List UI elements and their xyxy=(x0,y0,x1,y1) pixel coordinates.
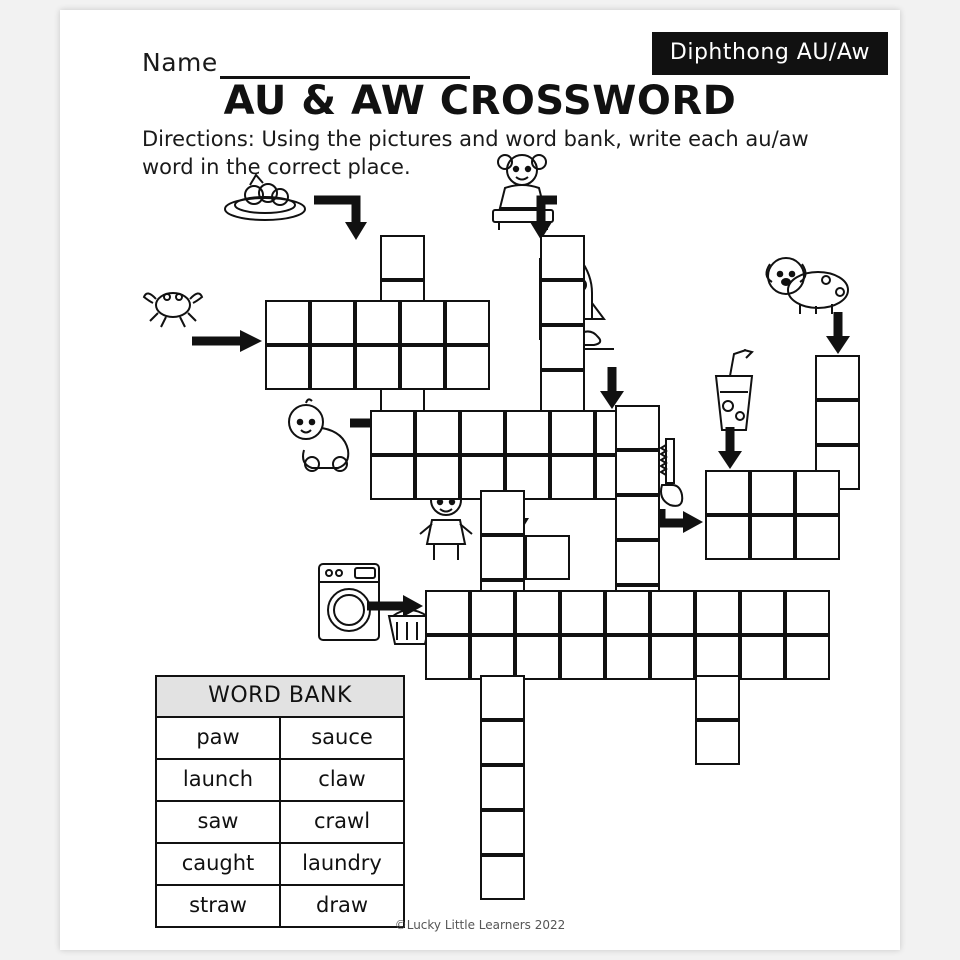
crossword-cell[interactable] xyxy=(550,455,595,500)
sauce-plate-image xyxy=(220,165,310,225)
crossword-cell[interactable] xyxy=(515,590,560,635)
crossword-cell[interactable] xyxy=(400,300,445,345)
crossword-cell[interactable] xyxy=(540,325,585,370)
crossword-cell[interactable] xyxy=(460,410,505,455)
word-bank xyxy=(155,675,405,928)
name-label: Name xyxy=(142,48,218,77)
arrow-crab xyxy=(190,328,266,354)
crossword-cell[interactable] xyxy=(815,355,860,400)
crossword-cell[interactable] xyxy=(470,590,515,635)
word-bank-row xyxy=(157,844,403,886)
crossword-cell[interactable] xyxy=(480,765,525,810)
crossword-cell[interactable] xyxy=(480,855,525,900)
crossword-cell[interactable] xyxy=(605,590,650,635)
crossword-cell[interactable] xyxy=(605,635,650,680)
word-bank-word: paw xyxy=(157,718,281,758)
crossword-cell[interactable] xyxy=(750,515,795,560)
crossword-cell[interactable] xyxy=(415,410,460,455)
word-bank-word: laundry xyxy=(302,851,382,875)
word-bank-word: caught xyxy=(157,844,281,884)
crossword-cell[interactable] xyxy=(505,410,550,455)
crossword-cell[interactable] xyxy=(615,495,660,540)
diphthong-badge: Diphthong AU/Aw xyxy=(652,32,888,75)
crossword-cell[interactable] xyxy=(615,450,660,495)
word-bank-word: claw xyxy=(318,767,366,791)
crossword-cell[interactable] xyxy=(480,720,525,765)
crossword-cell[interactable] xyxy=(795,470,840,515)
crossword-cell[interactable] xyxy=(540,280,585,325)
crossword-cell[interactable] xyxy=(795,515,840,560)
crossword-cell[interactable] xyxy=(615,405,660,450)
crossword-cell[interactable] xyxy=(515,635,560,680)
arrow-laundry xyxy=(365,593,427,619)
crossword-cell[interactable] xyxy=(550,410,595,455)
crossword-cell[interactable] xyxy=(705,515,750,560)
crossword-cell[interactable] xyxy=(785,635,830,680)
crossword-cell[interactable] xyxy=(615,540,660,585)
word-bank-word: straw xyxy=(157,886,281,926)
page-title: AU & AW CROSSWORD xyxy=(223,78,737,124)
crossword-cell[interactable] xyxy=(705,470,750,515)
crossword-cell[interactable] xyxy=(415,455,460,500)
crossword-cell[interactable] xyxy=(560,590,605,635)
crossword-cell[interactable] xyxy=(740,590,785,635)
word-bank-header: WORD BANK xyxy=(157,677,403,718)
copyright-footer: ©Lucky Little Learners 2022 xyxy=(394,918,566,932)
arrow-sauce xyxy=(312,190,376,242)
crossword-cell[interactable] xyxy=(370,455,415,500)
directions-text: Directions: Using the pictures and word bank, write each au/aw word in the correct place. xyxy=(142,127,809,180)
word-bank-word: launch xyxy=(157,760,281,800)
crossword-cell[interactable] xyxy=(310,345,355,390)
crossword-cell[interactable] xyxy=(425,635,470,680)
arrow-puppy xyxy=(818,310,858,356)
crossword-cell[interactable] xyxy=(310,300,355,345)
crossword-cell[interactable] xyxy=(445,345,490,390)
crossword-cell[interactable] xyxy=(480,535,525,580)
worksheet-sheet xyxy=(60,10,900,950)
word-bank-row xyxy=(157,760,403,802)
crossword-cell[interactable] xyxy=(480,490,525,535)
crossword-cell[interactable] xyxy=(425,590,470,635)
crossword-cell[interactable] xyxy=(750,470,795,515)
crab-image xyxy=(142,275,204,333)
crossword-cell[interactable] xyxy=(650,590,695,635)
crossword-cell[interactable] xyxy=(370,410,415,455)
crossword-cell[interactable] xyxy=(540,235,585,280)
crossword-cell[interactable] xyxy=(695,720,740,765)
word-bank-word: sauce xyxy=(311,725,373,749)
word-bank-word: draw xyxy=(315,893,368,917)
crossword-cell[interactable] xyxy=(560,635,605,680)
word-bank-word: crawl xyxy=(313,809,371,833)
word-bank-row xyxy=(157,802,403,844)
word-bank-word: saw xyxy=(157,802,281,842)
crossword-cell[interactable] xyxy=(470,635,515,680)
crossword-cell[interactable] xyxy=(355,300,400,345)
arrow-straw xyxy=(710,425,750,471)
crossword-cell[interactable] xyxy=(695,590,740,635)
crossword-cell[interactable] xyxy=(695,635,740,680)
crossword-cell[interactable] xyxy=(525,535,570,580)
crossword-cell[interactable] xyxy=(815,400,860,445)
crossword-cell[interactable] xyxy=(265,345,310,390)
crossword-cell[interactable] xyxy=(785,590,830,635)
crossword-cell[interactable] xyxy=(740,635,785,680)
crossword-cell[interactable] xyxy=(400,345,445,390)
crossword-cell[interactable] xyxy=(355,345,400,390)
crossword-cell[interactable] xyxy=(445,300,490,345)
crossword-cell[interactable] xyxy=(380,235,425,280)
crossword-cell[interactable] xyxy=(650,635,695,680)
crossword-cell[interactable] xyxy=(265,300,310,345)
arrow-saw xyxy=(657,505,709,539)
crossword-cell[interactable] xyxy=(540,370,585,415)
crossword-cell[interactable] xyxy=(695,675,740,720)
word-bank-row xyxy=(157,718,403,760)
crossword-cell[interactable] xyxy=(480,810,525,855)
crossword-cell[interactable] xyxy=(480,675,525,720)
